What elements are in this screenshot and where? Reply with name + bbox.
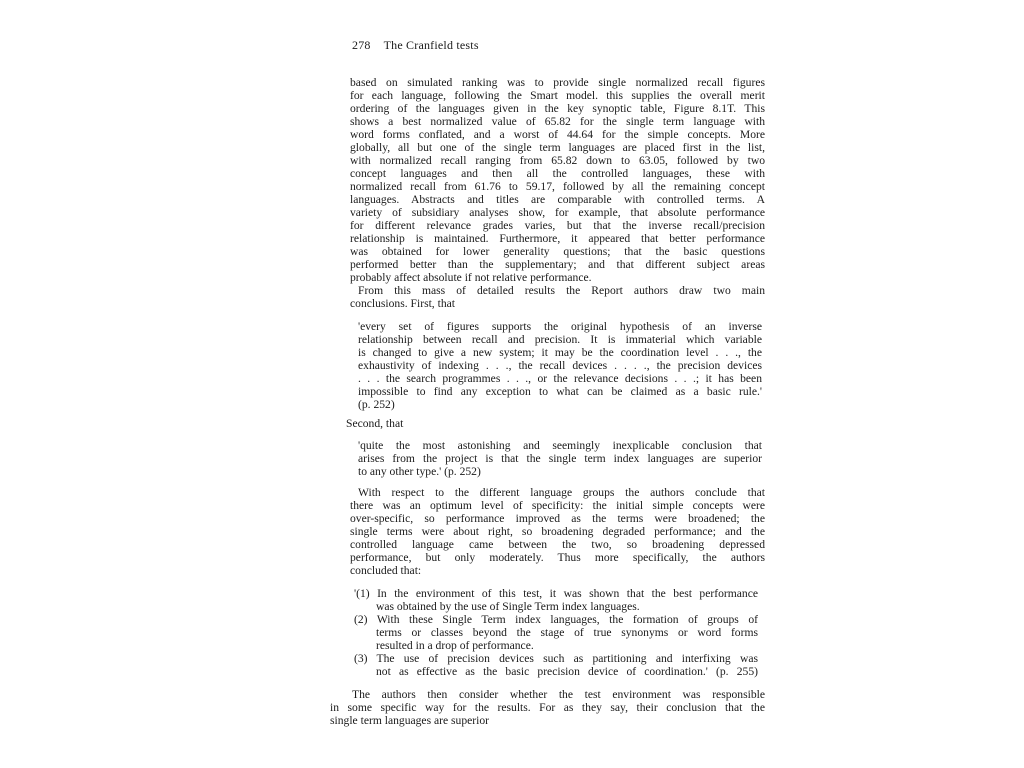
text-line: performance, but only moderately. Thus more specifically, the authors (350, 551, 765, 564)
quote-line: is changed to give a new system; it may be the coordination level . . ., the (358, 346, 762, 359)
quote-line: (p. 252) (358, 398, 395, 411)
quote-line: to any other type.' (p. 252) (358, 465, 481, 478)
list-item: (3) The use of precision devices such as partitioning and interfixing was (354, 652, 758, 665)
text-line: ordering of the languages given in the key synoptic table, Figure 8.1T. This (350, 102, 765, 115)
text-line: shows a best normalized value of 65.82 for the single term language with (350, 115, 765, 128)
text-line: With respect to the different language groups the authors conclude that (358, 486, 765, 499)
text-line: was obtained for lower generality questions; that the basic questions (350, 245, 765, 258)
text-line: probably affect absolute if not relative performance. (350, 271, 592, 284)
text-line: concept languages and then all the controlled languages, these with (350, 167, 765, 180)
list-item: not as effective as the basic precision device of coordination.' (p. 255) (376, 665, 758, 678)
text-line: for different relevance grades varies, but that the inverse recall/precision (350, 219, 765, 232)
text-line: The authors then consider whether the test environment was responsible (352, 688, 765, 701)
text-line: performed better than the supplementary; and that different subject areas (350, 258, 765, 271)
text-line: conclusions. First, that (350, 297, 455, 310)
text-line: there was an optimum level of specificity: the initial simple concepts were (350, 499, 765, 512)
list-item: '(1) In the environment of this test, it was shown that the best performance (354, 587, 758, 600)
text-line: single terms were about right, so broadening degraded performance; and the (350, 525, 765, 538)
text-line: controlled language came between the two, so broadening depressed (350, 538, 765, 551)
text-line: Second, that (346, 417, 404, 430)
list-item: was obtained by the use of Single Term index languages. (376, 600, 640, 613)
quote-line: relationship between recall and precision. It is immaterial which variable (358, 333, 762, 346)
quote-line: impossible to find any exception to what can be claimed as a basic rule.' (358, 385, 762, 398)
text-line: relationship is maintained. Furthermore, it appeared that better performance (350, 232, 765, 245)
text-line: based on simulated ranking was to provide single normalized recall figures (350, 76, 765, 89)
text-line: with normalized recall ranging from 65.82 down to 63.05, followed by two (350, 154, 765, 167)
quote-line: arises from the project is that the single term index languages are superior (358, 452, 762, 465)
text-line: for each language, following the Smart model. this supplies the overall merit (350, 89, 765, 102)
quote-line: 'quite the most astonishing and seemingly inexplicable conclusion that (358, 439, 762, 452)
text-line: From this mass of detailed results the Report authors draw two main (358, 284, 765, 297)
page-number: 278 (352, 38, 371, 52)
quote-line: . . . the search programmes . . ., or the relevance decisions . . .; it has been (358, 372, 762, 385)
text-line: variety of subsidiary analyses show, for example, that absolute performance (350, 206, 765, 219)
text-line: single term languages are superior (330, 714, 490, 727)
list-item: resulted in a drop of performance. (376, 639, 534, 652)
quote-line: 'every set of figures supports the original hypothesis of an inverse (358, 320, 762, 333)
text-line: globally, all but one of the single term languages are placed first in the list, (350, 141, 765, 154)
text-line: word forms conflated, and a worst of 44.64 for the simple concepts. More (350, 128, 765, 141)
text-line: over-specific, so performance improved as the terms were broadened; the (350, 512, 765, 525)
text-line: languages. Abstracts and titles are comparable with controlled terms. A (350, 193, 765, 206)
list-item: terms or classes beyond the stage of true synonyms or word forms (376, 626, 758, 639)
list-item: (2) With these Single Term index languages, the formation of groups of (354, 613, 758, 626)
text-line: normalized recall from 61.76 to 59.17, followed by all the remaining concept (350, 180, 765, 193)
book-page (330, 38, 770, 738)
text-line: concluded that: (350, 564, 422, 577)
quote-line: exhaustivity of indexing . . ., the recall devices . . . ., the precision devices (358, 359, 762, 372)
chapter-title: The Cranfield tests (383, 38, 479, 52)
text-line: in some specific way for the results. For as they say, their conclusion that the (330, 701, 765, 714)
running-head (352, 38, 479, 53)
